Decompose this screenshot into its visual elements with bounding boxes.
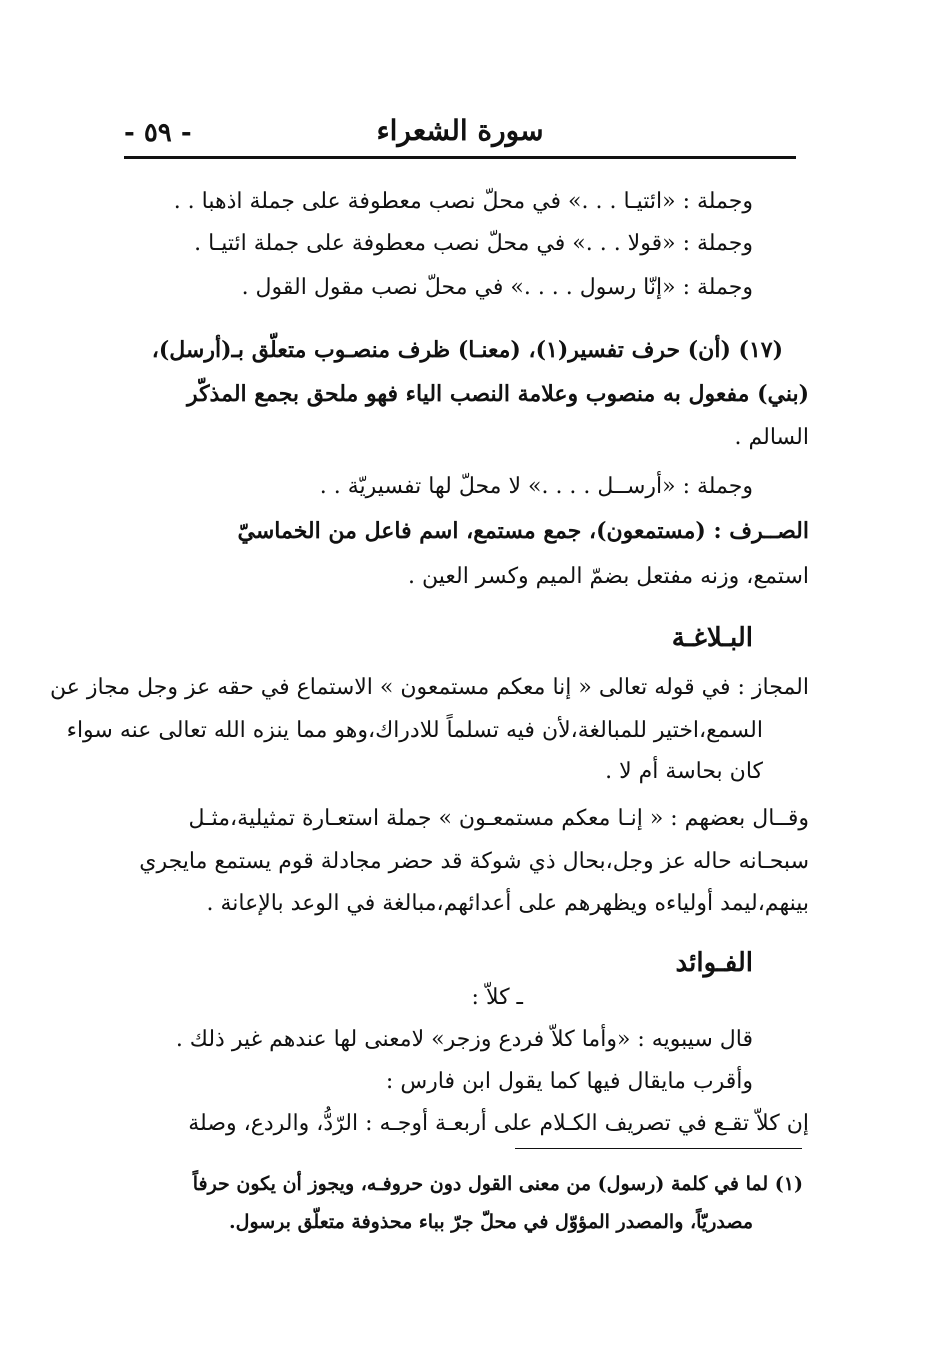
text-line: بينهم،ليمد أولياءه ويظهرهم على أعدائهم،مبالغة في الوعد بالإعانة . <box>206 891 809 916</box>
text-line: وأقرب مايقال فيها كما يقول ابن فارس : <box>385 1069 753 1094</box>
text-line: استمع، وزنه مفتعل بضمّ الميم وكسر العين . <box>408 564 809 589</box>
page-number: - ٥٩ - <box>124 118 192 148</box>
text-line: (بني) مفعول به منصوب وعلامة النصب الياء فهو ملحق بجمع المذكّر <box>186 381 809 407</box>
text-line: وقــال بعضهم : « إنـا معكم مستمعـون » جملة استعـارة تمثيلية،مثـل <box>188 806 809 831</box>
text-line: ـ كلاّ : <box>471 985 523 1010</box>
text-line: وجملة : «إنّا رسول . . . .» في محلّ نصب مقول القول . <box>241 275 753 300</box>
text-line: سبحـانه حاله عز وجل،بحال ذي شوكة قد حضر مجادلة قوم يستمع مايجري <box>139 849 809 874</box>
text-line: (١٧) (أن) حرف تفسير(١)، (معنـا) ظرف منصـوب متعلّق بـ(أرسل)، <box>151 337 783 363</box>
running-title: سورة الشعراء <box>376 114 544 147</box>
footnote-separator <box>515 1148 802 1149</box>
text-line: السالم . <box>734 425 809 450</box>
footnote-line: مصدريّاً، والمصدر المؤوّل في محلّ جرّ بباء محذوفة متعلّق برسول. <box>229 1211 753 1233</box>
text-line: الصــرف : (مستمعون)، جمع مستمع، اسم فاعل من الخماسيّ <box>237 518 809 544</box>
text-line: السمع،اختير للمبالغة،لأن فيه تسلماً للادراك،وهو مما ينزه الله تعالى عنه سواء <box>66 718 763 743</box>
text-line: وجملة : «ائتيـا . . .» في محلّ نصب معطوفة على جملة اذهبا . . <box>173 189 753 214</box>
text-line: وجملة : «قولا . . .» في محلّ نصب معطوفة على جملة ائتيـا . <box>194 231 753 256</box>
text-line: قال سيبويه : «وأما كلاّ فردع وزجر» لامعنى لها عندهم غير ذلك . <box>175 1027 753 1052</box>
section-heading: الفـوائد <box>675 948 753 978</box>
page-header <box>124 112 796 159</box>
section-heading: البـلاغـة <box>671 623 753 653</box>
footnote-line: (١) لما في كلمة (رسول) من معنى القول دون حروفـه، ويجوز أن يكون حرفاً <box>192 1173 803 1195</box>
text-line: إن كلاّ تقـع في تصريف الكـلام على أربعـة أوجـه : الرّدُّ، والردع، وصلة <box>188 1111 809 1136</box>
text-line: كان بحاسة أم لا . <box>605 759 763 784</box>
text-line: وجملة : «أرســل . . . .» لا محلّ لها تفسيريّة . . <box>319 474 753 499</box>
text-line: المجاز : في قوله تعالى « إنا معكم مستمعون » الاستماع في حقه عز وجل مجاز عن <box>49 675 809 700</box>
